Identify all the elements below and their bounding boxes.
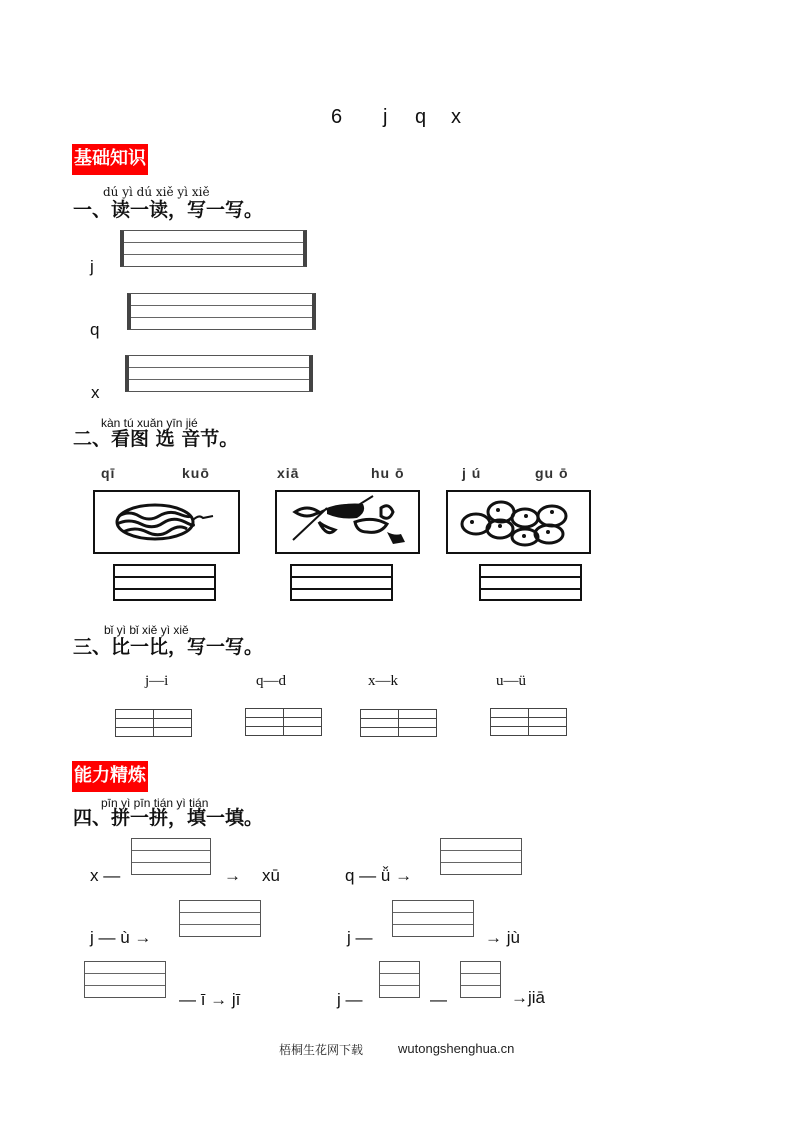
crayfish-picture bbox=[275, 490, 420, 554]
q4-heading: 四、拼一拼，填一填。 bbox=[73, 807, 264, 829]
q4-item2-left: q — ǚ → bbox=[345, 866, 413, 885]
q4-item4-result: → jù bbox=[485, 928, 520, 947]
q1-writing-grid-j[interactable] bbox=[120, 230, 307, 267]
crayfish-icon bbox=[277, 492, 418, 552]
q3-pair-j-i: j—i bbox=[145, 673, 169, 689]
section-badge-ability: 能力精炼 bbox=[72, 761, 148, 792]
q3-writing-table-3[interactable] bbox=[360, 709, 437, 737]
q4-item6-grid-a[interactable] bbox=[379, 961, 420, 998]
q2-answer-grid-1[interactable] bbox=[113, 564, 216, 601]
q1-heading: 一、读一读，写一写。 bbox=[73, 199, 264, 221]
q2-answer-grid-3[interactable] bbox=[479, 564, 582, 601]
q2-option-qi[interactable]: qī bbox=[101, 465, 116, 481]
q4-item2-grid[interactable] bbox=[440, 838, 522, 875]
q3-writing-table-4[interactable] bbox=[490, 708, 567, 736]
q4-item4-left: j — bbox=[347, 928, 373, 947]
q2-pinyin: kàn tú xuǎn yīn jié bbox=[101, 416, 198, 430]
watermelon-icon bbox=[95, 492, 238, 552]
q1-letter-j: j bbox=[90, 257, 94, 276]
oranges-picture bbox=[446, 490, 591, 554]
watermelon-picture bbox=[93, 490, 240, 554]
q4-pinyin: pīn yì pīn tián yì tián bbox=[101, 796, 209, 810]
q2-heading: 二、看图 选 音节。 bbox=[73, 428, 239, 450]
q4-item3-grid[interactable] bbox=[179, 900, 261, 937]
q1-writing-grid-q[interactable] bbox=[127, 293, 316, 330]
q4-item5-grid[interactable] bbox=[84, 961, 166, 998]
q4-item6-result: →jiā bbox=[511, 988, 546, 1007]
q2-option-kuo[interactable]: kuō bbox=[182, 465, 210, 481]
q4-item6-grid-b[interactable] bbox=[460, 961, 501, 998]
q4-item1-left: x — bbox=[90, 866, 121, 885]
title-letter-x: x bbox=[451, 106, 461, 128]
title-letter-j: j bbox=[383, 106, 388, 128]
page-title bbox=[0, 106, 793, 132]
section-badge-basic: 基础知识 bbox=[72, 144, 148, 175]
q2-option-xia[interactable]: xiā bbox=[277, 465, 300, 481]
q3-pair-q-d: q—d bbox=[256, 673, 286, 689]
q3-heading: 三、比一比，写一写。 bbox=[73, 636, 264, 658]
q2-answer-grid-2[interactable] bbox=[290, 564, 393, 601]
q1-pinyin: dú yì dú xiě yì xiě bbox=[103, 185, 210, 199]
q3-writing-table-1[interactable] bbox=[115, 709, 192, 737]
q1-writing-grid-x[interactable] bbox=[125, 355, 313, 392]
q4-item1-arrow: → bbox=[224, 866, 241, 885]
q4-item1-result: xū bbox=[262, 866, 280, 885]
q4-item3-left: j — ù → bbox=[90, 928, 152, 947]
q4-item1-grid[interactable] bbox=[131, 838, 211, 875]
footer-site-name: 梧桐生花网下载 bbox=[279, 1043, 364, 1057]
q1-letter-x: x bbox=[91, 383, 100, 402]
title-letter-q: q bbox=[415, 106, 427, 128]
q2-option-ju[interactable]: j ú bbox=[462, 465, 482, 481]
lesson-number: 6 bbox=[331, 106, 343, 128]
q3-pinyin: bǐ yì bǐ xiě yì xiě bbox=[104, 623, 189, 637]
footer-url[interactable]: wutongshenghua.cn bbox=[398, 1041, 515, 1056]
q1-letter-q: q bbox=[90, 320, 100, 339]
q3-pair-u-u: u—ü bbox=[496, 673, 526, 689]
q3-pair-x-k: x—k bbox=[368, 673, 398, 689]
q2-option-guo[interactable]: gu ō bbox=[535, 465, 569, 481]
q4-item4-grid[interactable] bbox=[392, 900, 474, 937]
q2-option-huo[interactable]: hu ō bbox=[371, 465, 405, 481]
q4-item6-mid: — bbox=[430, 990, 447, 1009]
q3-writing-table-2[interactable] bbox=[245, 708, 322, 736]
q4-item6-left: j — bbox=[337, 990, 363, 1009]
oranges-icon bbox=[448, 492, 589, 552]
q4-item5-right: — ī → jī bbox=[179, 990, 241, 1009]
